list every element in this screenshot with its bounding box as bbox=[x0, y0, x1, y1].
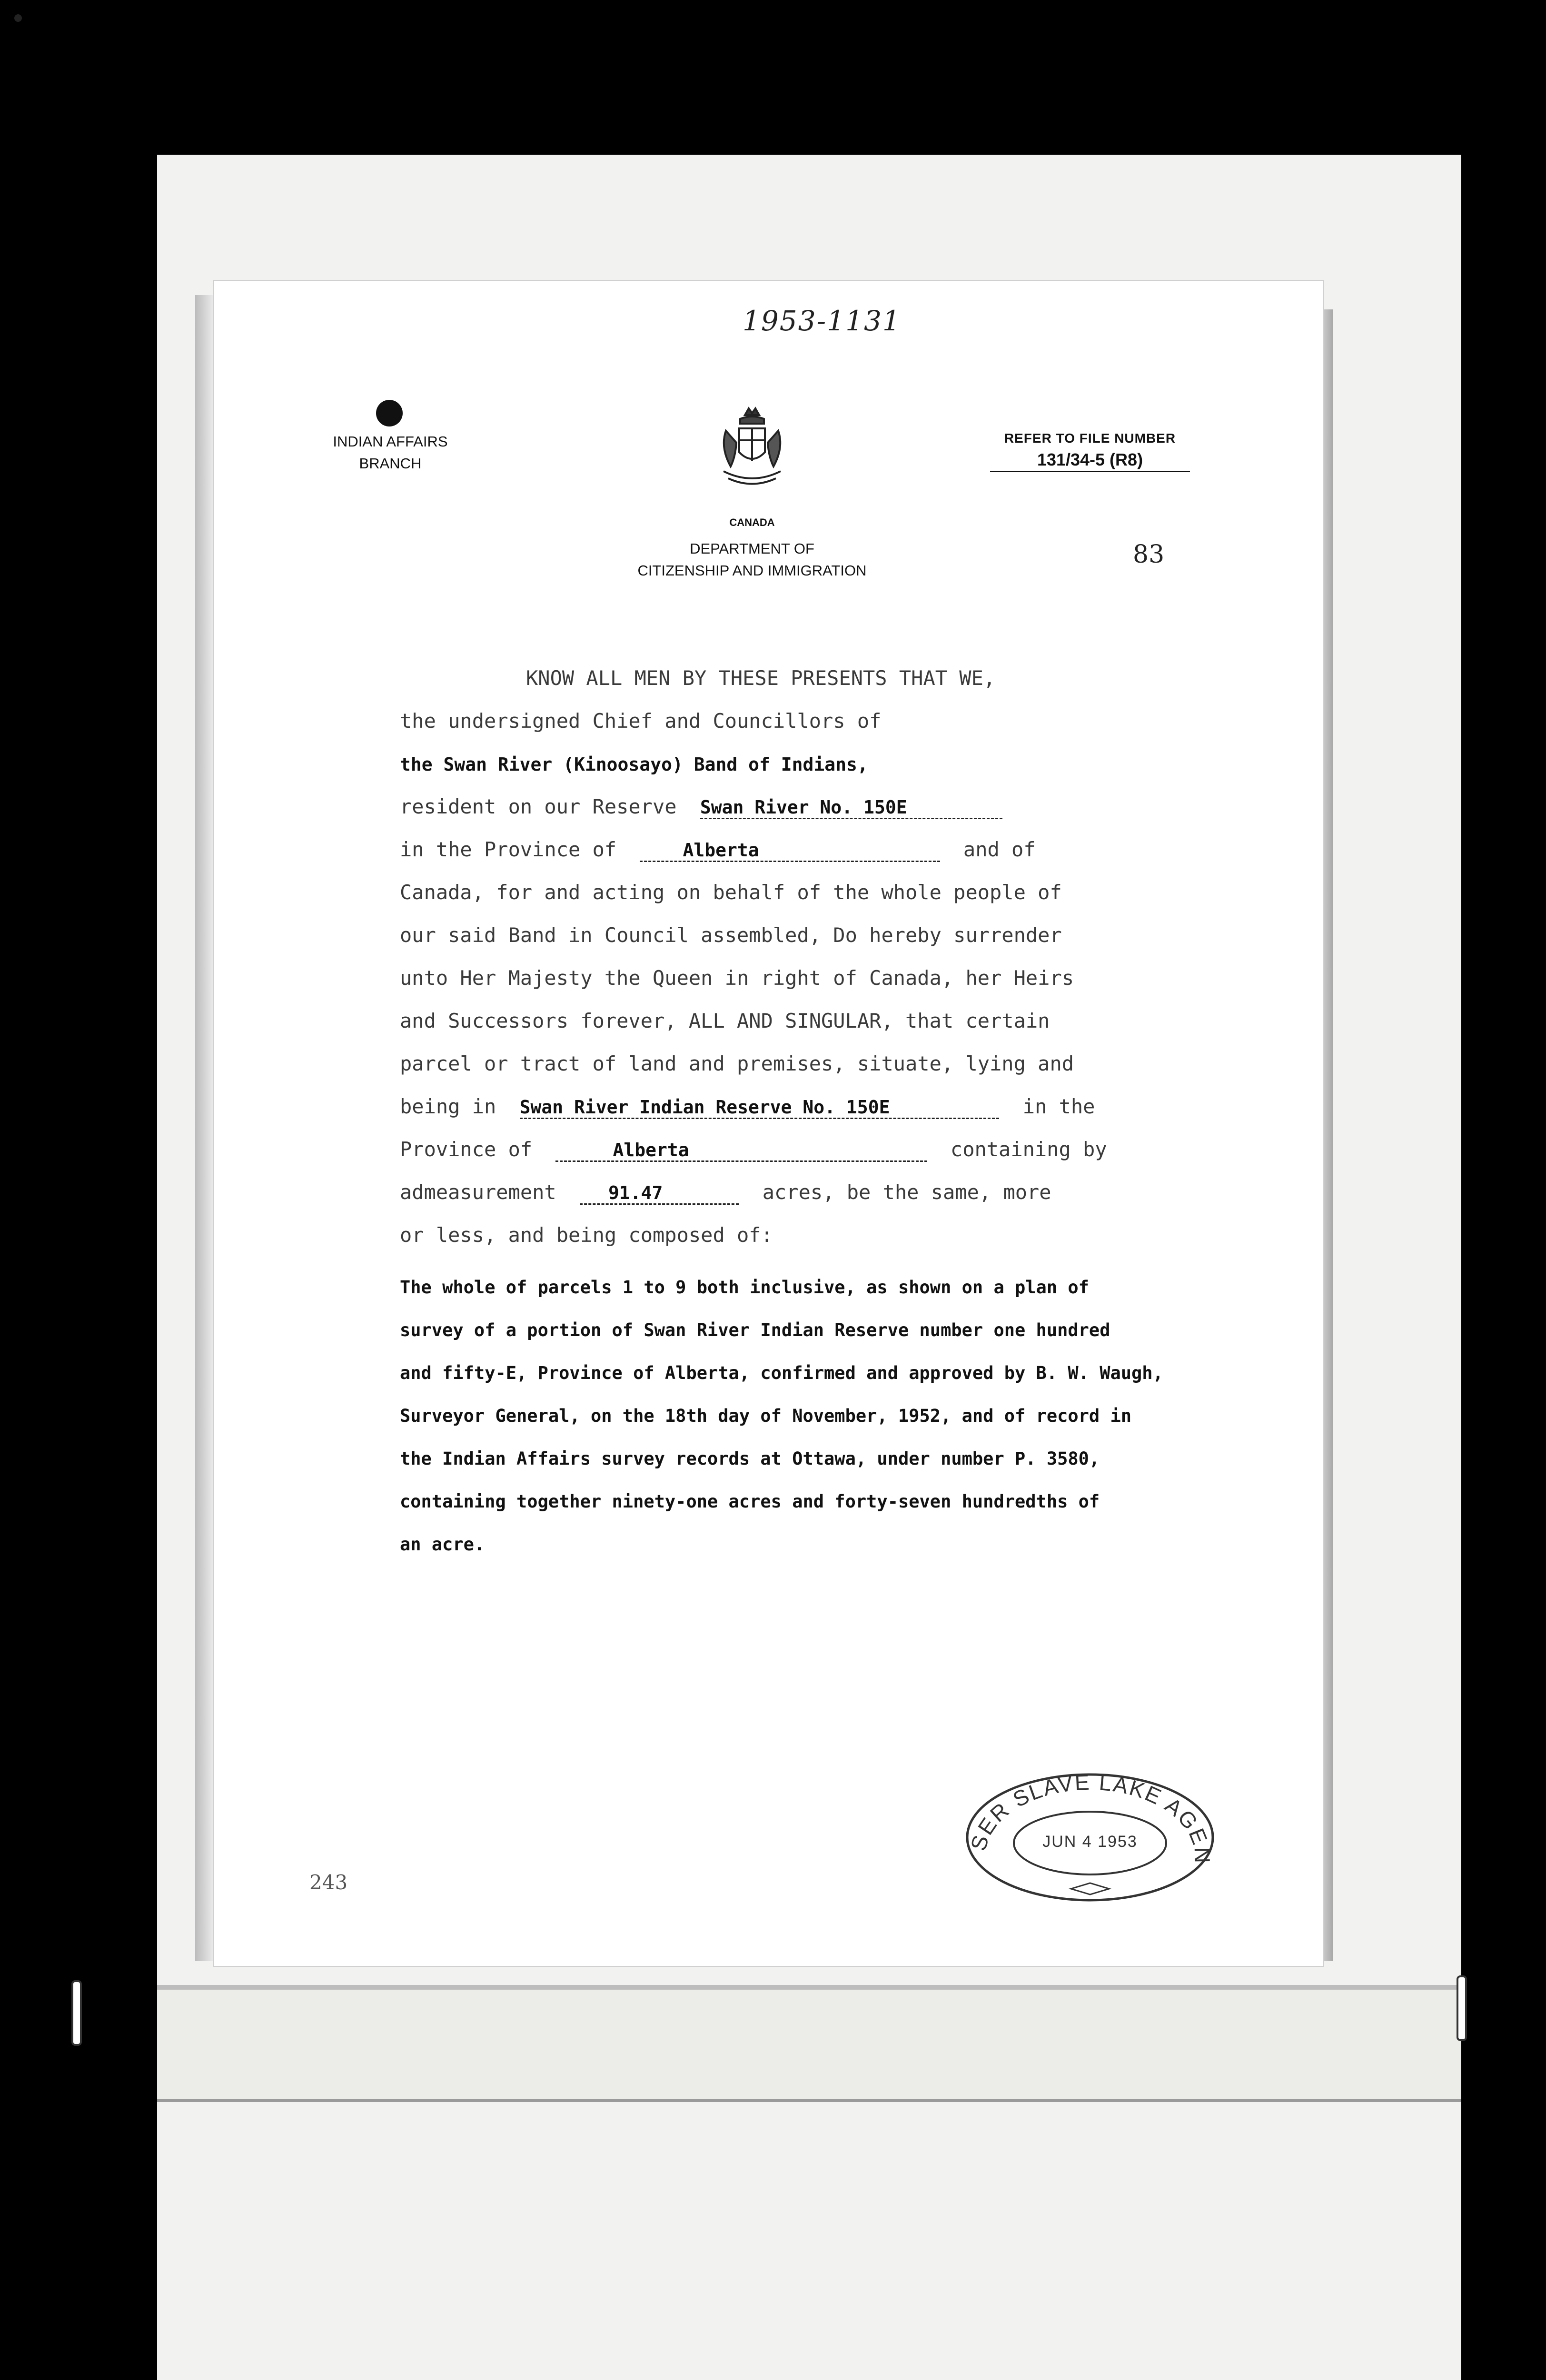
branch-line-2: BRANCH bbox=[359, 455, 422, 472]
land-description bbox=[400, 1266, 1171, 1566]
description-line-3: and fifty-E, Province of Alberta, confirmed and approved by B. W. Waugh, bbox=[400, 1363, 1163, 1383]
branch-heading bbox=[314, 431, 466, 475]
description-line-7: an acre. bbox=[400, 1534, 485, 1555]
line5-suffix: and of bbox=[963, 838, 1036, 861]
department-line-1: DEPARTMENT OF bbox=[690, 540, 814, 557]
body-line-2: the undersigned Chief and Councillors of bbox=[400, 709, 882, 733]
body-line-14: or less, and being composed of: bbox=[400, 1223, 773, 1247]
department-line-2: CITIZENSHIP AND IMMIGRATION bbox=[637, 562, 867, 579]
stamp-date: JUN 4 1953 bbox=[1042, 1833, 1138, 1851]
film-frame-band bbox=[157, 1985, 1461, 2102]
page-number: 83 bbox=[1133, 540, 1165, 569]
body-line-4 bbox=[400, 795, 1002, 819]
branch-line-1: INDIAN AFFAIRS bbox=[333, 433, 448, 450]
document-page bbox=[214, 281, 1323, 1966]
line12-prefix: Province of bbox=[400, 1138, 533, 1161]
file-number-value: 131/34-5 (R8) bbox=[990, 450, 1190, 472]
body-line-6: Canada, for and acting on behalf of the whole people of bbox=[400, 881, 1062, 904]
hole-punch-mark bbox=[376, 400, 403, 426]
department-heading bbox=[585, 538, 919, 582]
line4-prefix: resident on our Reserve bbox=[400, 795, 677, 818]
country-label: CANADA bbox=[729, 516, 775, 528]
line11-suffix: in the bbox=[1022, 1095, 1095, 1118]
description-line-6: containing together ninety-one acres and forty-seven hundredths of bbox=[400, 1491, 1100, 1512]
page-edge-left bbox=[195, 295, 214, 1961]
body-line-5 bbox=[400, 838, 1036, 862]
body-line-1: KNOW ALL MEN BY THESE PRESENTS THAT WE, bbox=[526, 666, 996, 690]
line13-suffix: acres, be the same, more bbox=[762, 1180, 1051, 1204]
band-name-field: the Swan River (Kinoosayo) Band of Indians, bbox=[400, 754, 868, 775]
stamp-agency-path: SER SLAVE LAKE AGEN bbox=[965, 1769, 1215, 1865]
line11-prefix: being in bbox=[400, 1095, 496, 1118]
description-line-2: survey of a portion of Swan River Indian Reserve number one hundred bbox=[400, 1320, 1110, 1340]
description-line-5: the Indian Affairs survey records at Ottawa, under number P. 3580, bbox=[400, 1448, 1100, 1469]
band-name-line bbox=[400, 752, 1049, 775]
province-field: Alberta bbox=[640, 840, 940, 862]
reserve-field: Swan River No. 150E bbox=[700, 797, 1002, 819]
margin-number: 243 bbox=[309, 1871, 348, 1894]
line12-suffix: containing by bbox=[950, 1138, 1107, 1161]
handwritten-reference: 1953-1131 bbox=[743, 305, 901, 337]
line13-prefix: admeasurement bbox=[400, 1180, 556, 1204]
body-line-7: our said Band in Council assembled, Do hereby surrender bbox=[400, 923, 1062, 947]
body-line-10: parcel or tract of land and premises, situate, lying and bbox=[400, 1052, 1074, 1075]
body-line-9: and Successors forever, ALL AND SINGULAR, that certain bbox=[400, 1009, 1050, 1032]
description-line-1: The whole of parcels 1 to 9 both inclusive, as shown on a plan of bbox=[400, 1277, 1089, 1298]
film-speck bbox=[14, 14, 22, 22]
line5-prefix: in the Province of bbox=[400, 838, 617, 861]
film-slot-right bbox=[1457, 1975, 1467, 2041]
coat-of-arms-icon bbox=[712, 405, 793, 490]
film-slot-left bbox=[71, 1980, 82, 2046]
file-number-label: REFER TO FILE NUMBER bbox=[1004, 431, 1176, 446]
body-line-12 bbox=[400, 1138, 1107, 1162]
reserve-full-field: Swan River Indian Reserve No. 150E bbox=[520, 1097, 1000, 1119]
body-line-11 bbox=[400, 1095, 1095, 1119]
acres-field: 91.47 bbox=[580, 1182, 739, 1205]
agency-stamp bbox=[957, 1761, 1223, 1904]
province2-field: Alberta bbox=[555, 1140, 927, 1162]
description-line-4: Surveyor General, on the 18th day of November, 1952, and of record in bbox=[400, 1406, 1132, 1426]
body-line-8: unto Her Majesty the Queen in right of Canada, her Heirs bbox=[400, 966, 1074, 990]
body-line-13 bbox=[400, 1180, 1051, 1205]
